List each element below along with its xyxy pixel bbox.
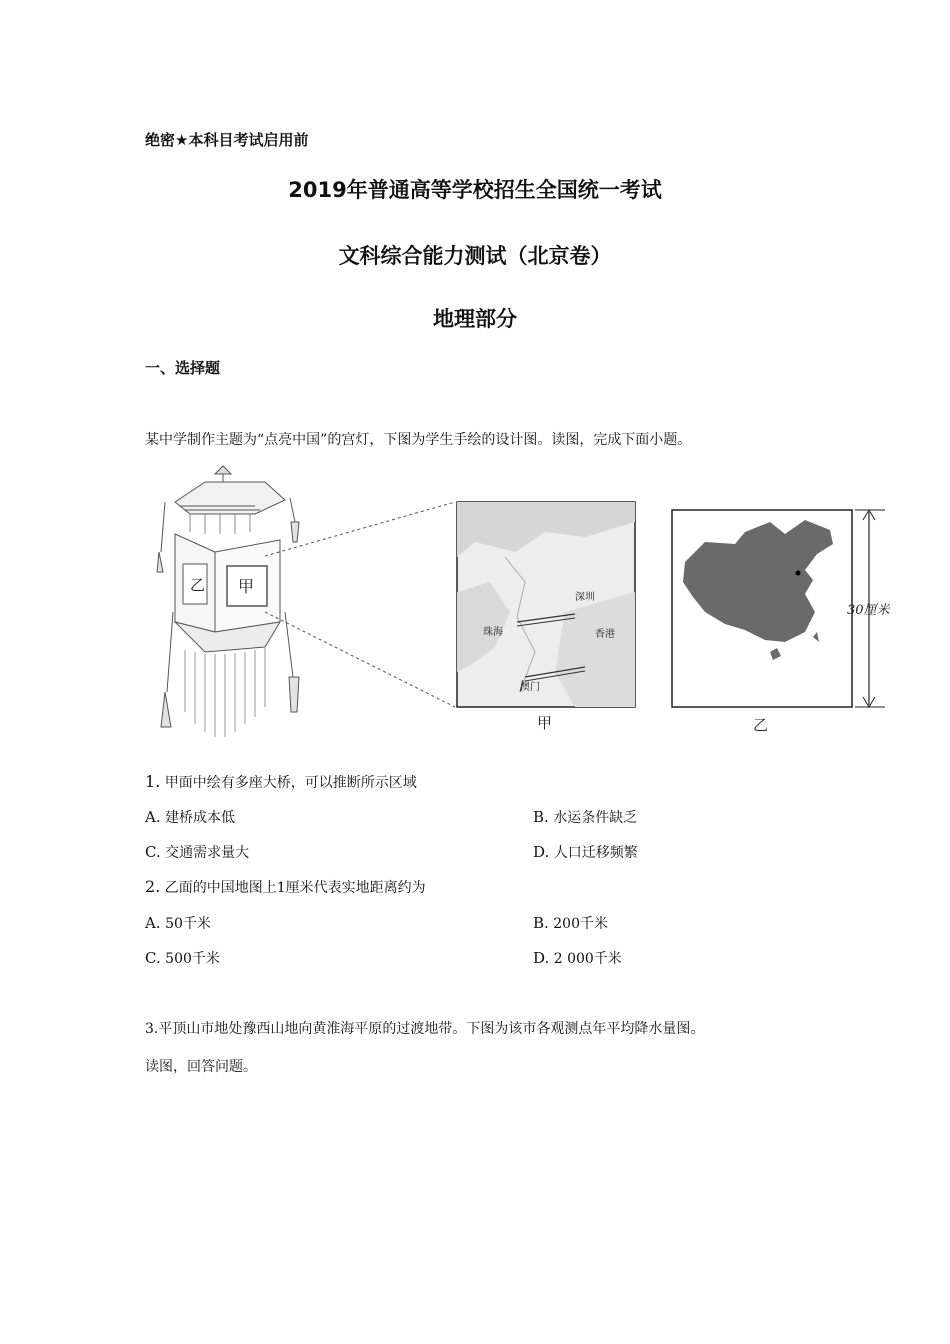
section-title-geography: 地理部分 [433,307,517,331]
question-3-line2: 读图，回答问题。 [145,1059,257,1075]
question-1 [145,772,417,792]
option-1c[interactable] [145,842,249,862]
option-letter: C. [145,949,161,967]
option-letter: B. [533,914,549,932]
question-2-number: 2. [145,877,161,896]
option-text: 人口迁移频繁 [553,845,638,861]
map-label-shenzhen: 深圳 [575,592,595,603]
map-b-scale-label: 30厘米 [847,603,890,618]
option-letter: A. [145,914,161,932]
question-1-stem: 甲面中绘有多座大桥，可以推断所示区域 [164,775,417,791]
option-text: 交通需求量大 [165,845,250,861]
option-1d[interactable] [533,842,638,862]
lantern-panel-b-label: 乙 [190,576,206,594]
option-letter: B. [533,808,549,826]
option-1b[interactable] [533,807,637,827]
exam-subtitle: 文科综合能力测试（北京卷） [338,244,612,268]
option-text: 50千米 [165,916,211,932]
lantern-figure-drawing [145,462,895,747]
map-label-zhuhai: 珠海 [483,627,503,638]
option-text: 200千米 [553,916,608,932]
lantern-sketch [157,466,455,737]
option-text: 建桥成本低 [165,810,236,826]
option-2b[interactable] [533,913,608,933]
map-a-caption: 甲 [537,714,553,732]
option-1a[interactable] [145,807,235,827]
section-heading-choice: 一、选择题 [145,359,221,377]
lantern-figure [145,462,895,747]
option-text: 2 000千米 [553,951,622,967]
option-letter: A. [145,808,161,826]
option-letter: C. [145,843,161,861]
map-label-macau: 澳门 [520,682,540,693]
map-a [457,502,635,707]
option-2a[interactable] [145,913,211,933]
question-3-line1: 3.平顶山市地处豫西山地向黄淮海平原的过渡地带。下图为该市各观测点年平均降水量图。 [145,1021,705,1037]
intro-text: 某中学制作主题为“点亮中国”的宫灯，下图为学生手绘的设计图。读图，完成下面小题。 [145,432,692,448]
option-letter: D. [533,843,550,861]
option-text: 500千米 [165,951,220,967]
map-label-hongkong: 香港 [595,629,615,640]
lantern-panel-a-label: 甲 [238,577,255,596]
question-2-stem: 乙面的中国地图上1厘米代表实地距离约为 [164,880,426,896]
map-b-caption: 乙 [753,716,769,734]
option-letter: D. [533,949,550,967]
option-text: 水运条件缺乏 [553,810,638,826]
option-2d[interactable] [533,948,622,968]
question-1-number: 1. [145,772,161,791]
confidential-label: 绝密★本科目考试启用前 [145,131,309,149]
question-2 [145,877,426,897]
option-2c[interactable] [145,948,220,968]
exam-title: 2019年普通高等学校招生全国统一考试 [288,178,662,202]
